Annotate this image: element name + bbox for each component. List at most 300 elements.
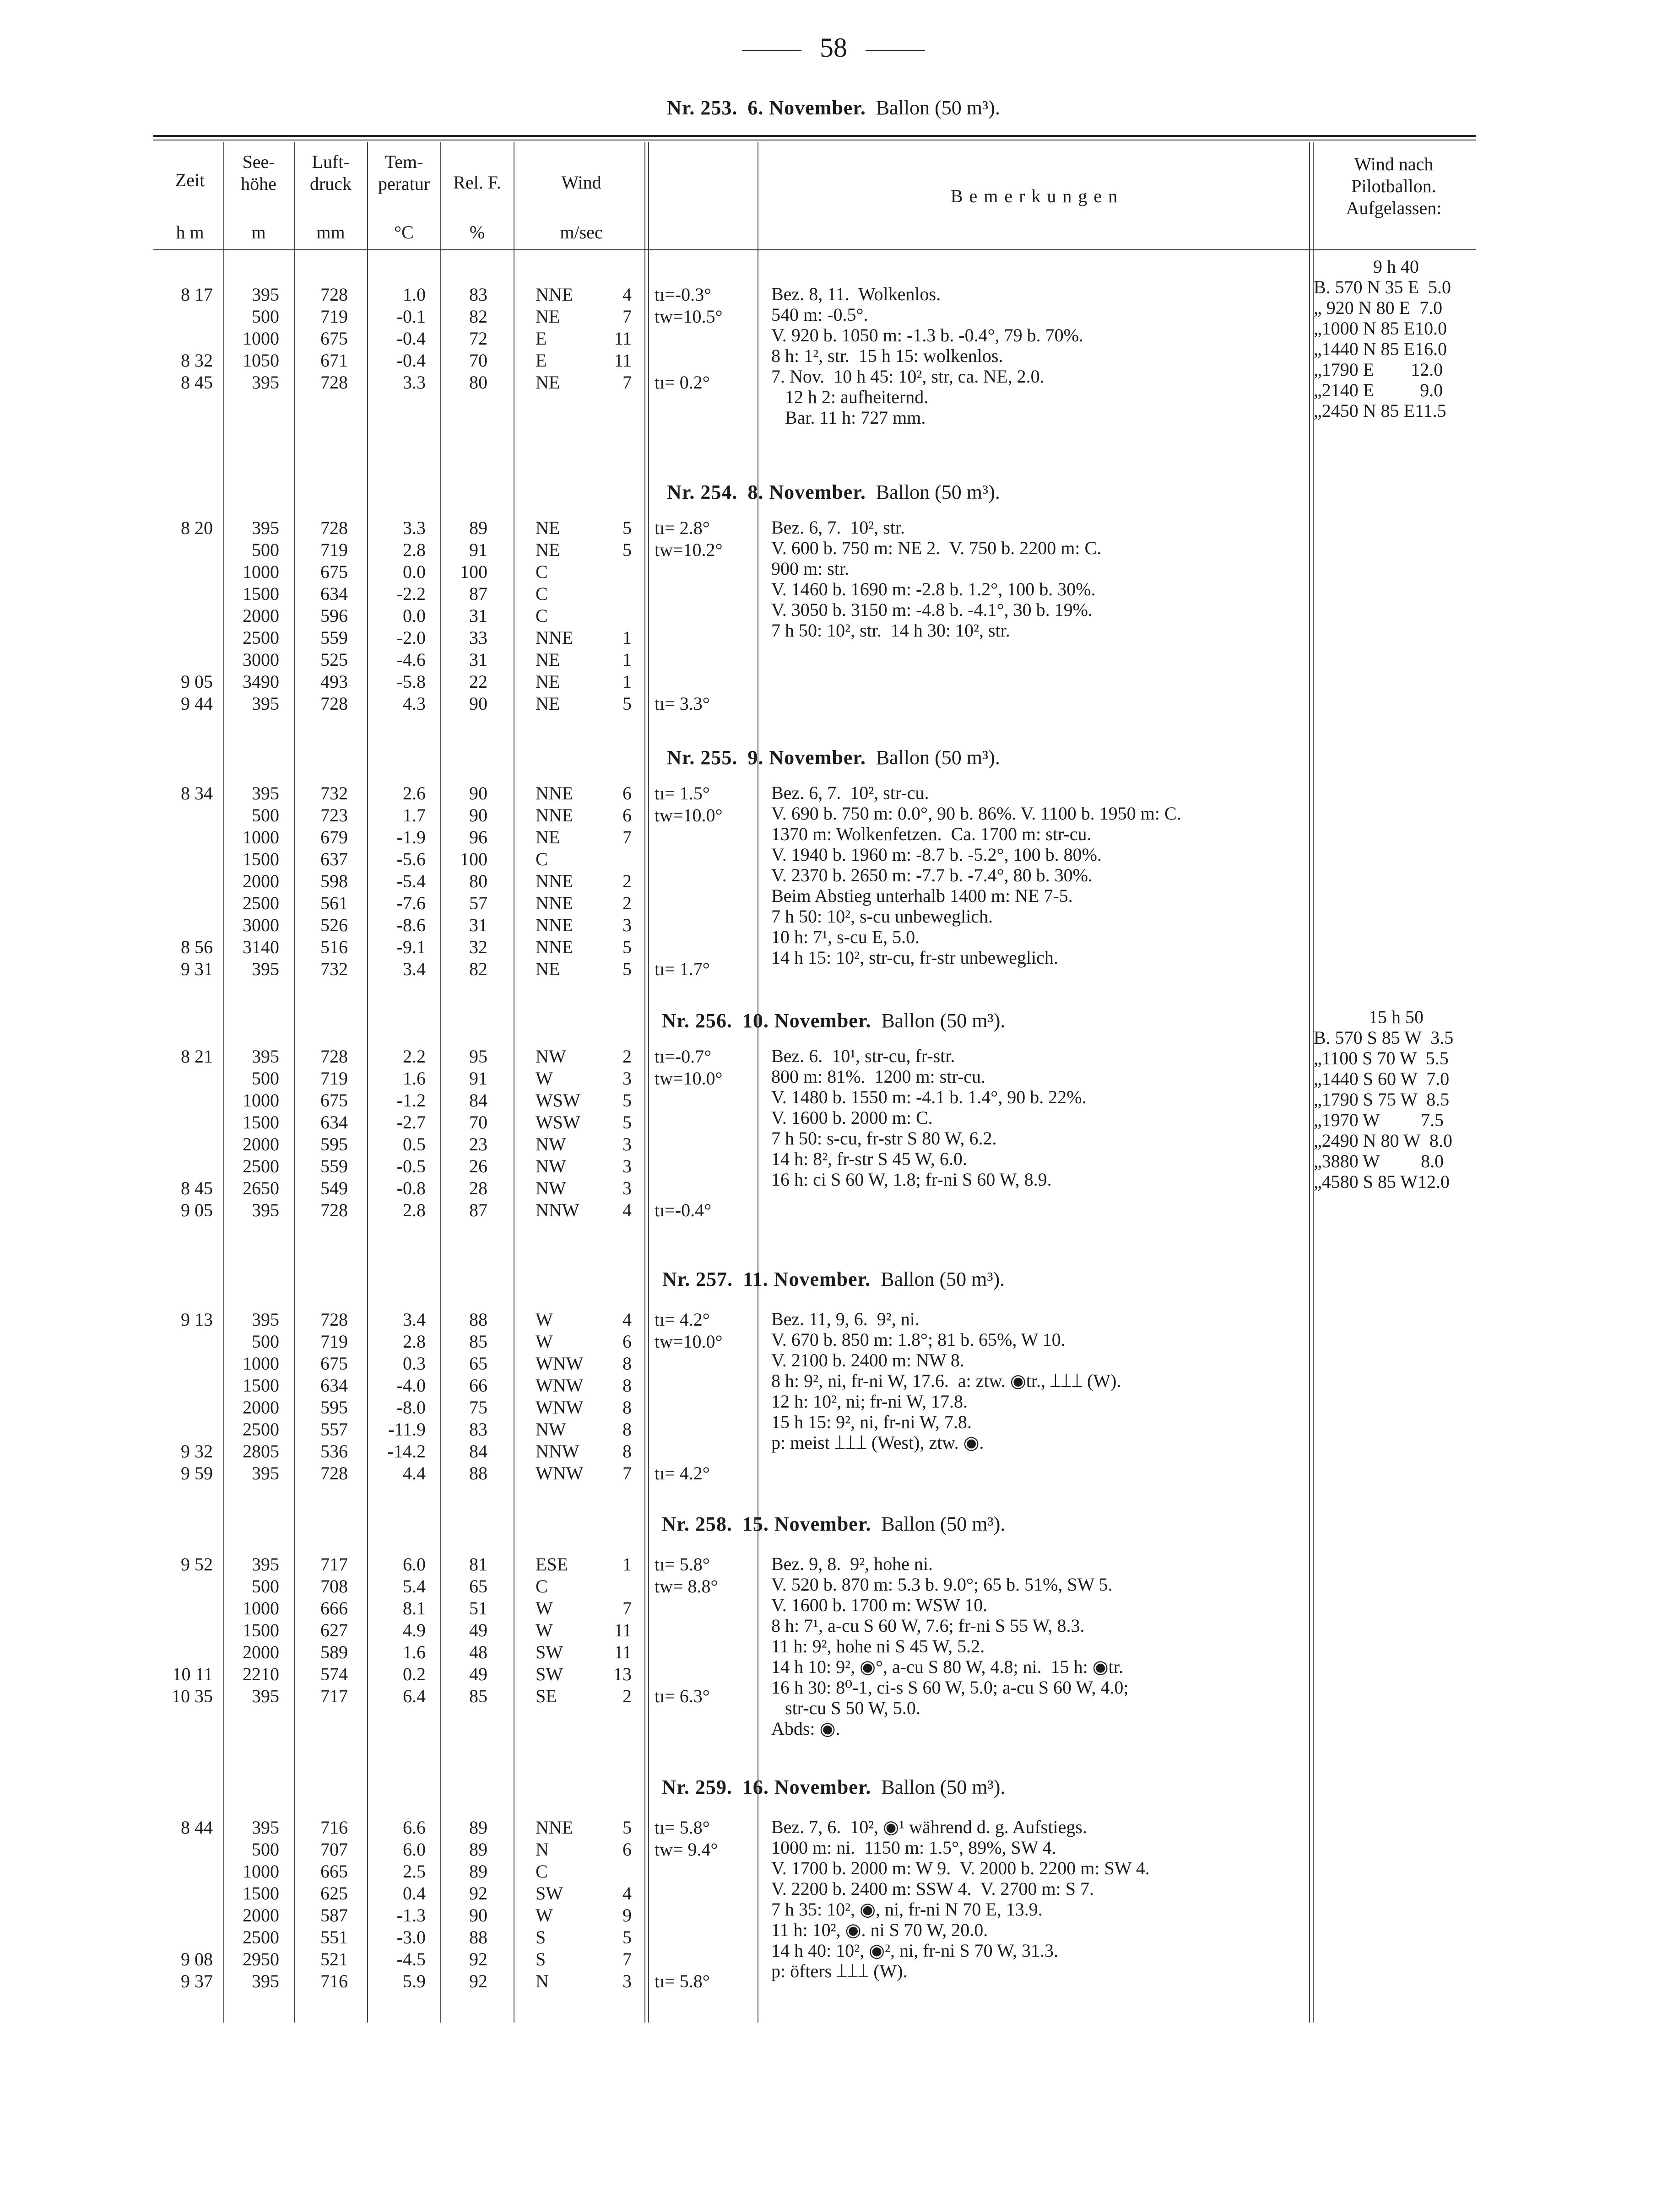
temperatur-cell: -3.0 (396, 1927, 426, 1948)
relf-cell: 33 (469, 627, 487, 648)
zeit-cell: 9 08 (181, 1949, 213, 1969)
relf-cell: 87 (469, 1200, 487, 1220)
seehoehe-cell: 1500 (243, 1112, 279, 1133)
seehoehe-cell: 1000 (243, 561, 279, 582)
relf-cell: 92 (469, 1883, 487, 1904)
temperatur-cell: 1.6 (403, 1642, 426, 1662)
luftdruck-cell: 587 (320, 1905, 348, 1926)
luftdruck-cell: 595 (320, 1397, 348, 1418)
seehoehe-cell: 395 (252, 1309, 279, 1330)
seehoehe-cell: 3490 (243, 671, 279, 692)
column-temperatur (368, 517, 426, 715)
remarks-cell: Beim Abstieg unterhalb 1400 m: NE 7-5. (771, 885, 1073, 906)
temperatur-cell: 2.6 (403, 783, 426, 804)
wind-dir-cell: C (536, 1576, 548, 1597)
thermo-cell (655, 671, 755, 693)
wind-speed-cell: 8 (622, 1397, 632, 1418)
relf-cell: 80 (469, 372, 487, 393)
column-luftdruck (295, 1817, 348, 1992)
wind-speed-cell (600, 848, 632, 870)
relf-cell: 100 (460, 849, 487, 869)
column-wind-speed (600, 284, 632, 394)
relf-cell: 65 (469, 1353, 487, 1374)
luftdruck-cell: 728 (320, 1309, 348, 1330)
thermo-cell (655, 892, 755, 914)
temperatur-cell: -2.7 (396, 1112, 426, 1133)
wind-dir-cell: NW (536, 1419, 566, 1440)
wind-speed-cell: 5 (622, 693, 632, 714)
temperatur-cell: -1.3 (396, 1905, 426, 1926)
luftdruck-cell: 536 (320, 1441, 348, 1462)
column-relf (442, 782, 487, 980)
seehoehe-cell: 395 (252, 518, 279, 538)
remarks-cell: 16 h: ci S 60 W, 1.8; fr-ni S 60 W, 8.9. (771, 1169, 1052, 1190)
seehoehe-cell: 500 (252, 540, 279, 560)
relf-cell: 75 (469, 1397, 487, 1418)
column-thermo (655, 284, 755, 394)
zeit-cell (158, 306, 213, 328)
column-wind-speed (600, 517, 632, 715)
luftdruck-cell: 716 (320, 1971, 348, 1991)
wind-dir-cell: NNE (536, 871, 574, 891)
remarks-cell: V. 3050 b. 3150 m: -4.8 b. -4.1°, 30 b. 19%. (771, 599, 1093, 620)
temperatur-cell: -1.2 (396, 1090, 426, 1111)
thermo-cell (655, 1090, 755, 1111)
relf-cell: 95 (469, 1046, 487, 1067)
relf-cell: 100 (460, 561, 487, 582)
remarks-cell: 12 h: 10², ni; fr-ni W, 17.8. (771, 1391, 968, 1412)
luftdruck-cell: 717 (320, 1686, 348, 1706)
temperatur-cell: -1.9 (396, 827, 426, 847)
seehoehe-cell: 1500 (243, 1883, 279, 1904)
zeit-cell: 8 20 (181, 518, 213, 538)
thermo-cell: tı= 0.2° (655, 372, 710, 393)
relf-cell: 23 (469, 1134, 487, 1155)
wind-speed-cell: 13 (613, 1664, 632, 1684)
column-wind-dir (536, 1309, 600, 1484)
relf-cell: 31 (469, 605, 487, 626)
thermo-cell (655, 826, 755, 848)
seehoehe-cell: 500 (252, 1576, 279, 1597)
temperatur-cell: 4.9 (403, 1620, 426, 1640)
luftdruck-cell: 625 (320, 1883, 348, 1904)
thermo-cell (655, 350, 755, 372)
wind-speed-cell: 8 (622, 1419, 632, 1440)
thermo-cell (655, 1663, 755, 1685)
relf-cell: 88 (469, 1927, 487, 1948)
column-wind-speed (600, 782, 632, 980)
column-zeit (158, 1817, 213, 1992)
wind-speed-cell: 3 (622, 1068, 632, 1089)
header-top-rule (153, 135, 1476, 137)
column-zeit (158, 782, 213, 980)
wind-speed-cell: 4 (622, 1883, 632, 1904)
wind-dir-cell: ESE (536, 1554, 568, 1575)
thermo-cell: tı= 6.3° (655, 1686, 710, 1706)
zeit-cell: 8 44 (181, 1817, 213, 1838)
title-256: Nr. 256. 10. November. Ballon (50 m³). (661, 1009, 1006, 1032)
wind-dir-cell: WNW (536, 1375, 584, 1396)
column-thermo (655, 517, 755, 715)
thermo-cell (655, 328, 755, 350)
wind-dir-cell: NE (536, 693, 560, 714)
luftdruck-cell: 732 (320, 783, 348, 804)
pilot-cell: „2450 N 85 E11.5 (1314, 400, 1446, 421)
thermo-cell (655, 649, 755, 671)
wind-dir-cell: SW (536, 1883, 563, 1904)
wind-dir-cell: NE (536, 306, 560, 327)
zeit-cell (158, 1619, 213, 1641)
temperatur-cell: -5.8 (396, 671, 426, 692)
zeit-cell (158, 804, 213, 826)
thermo-cell (655, 1133, 755, 1155)
luftdruck-cell: 675 (320, 1353, 348, 1374)
temperatur-cell: 8.1 (403, 1598, 426, 1619)
seehoehe-cell: 2000 (243, 1905, 279, 1926)
column-seehoehe (224, 782, 279, 980)
remarks-cell: 10 h: 7¹, s-cu E, 5.0. (771, 927, 920, 947)
luftdruck-cell: 557 (320, 1419, 348, 1440)
column-seehoehe (224, 284, 279, 394)
luftdruck-cell: 561 (320, 893, 348, 913)
seehoehe-cell: 395 (252, 1686, 279, 1706)
temperatur-cell: 3.3 (403, 372, 426, 393)
column-thermo (655, 1309, 755, 1484)
wind-speed-cell: 2 (622, 871, 632, 891)
zeit-cell: 10 35 (172, 1686, 213, 1706)
title-254: Nr. 254. 8. November. Ballon (50 m³). (667, 481, 1000, 503)
luftdruck-cell: 675 (320, 1090, 348, 1111)
zeit-cell (158, 848, 213, 870)
header-temperatur: Tem- peratur (378, 151, 430, 194)
wind-dir-cell: WNW (536, 1463, 584, 1484)
remarks-cell: V. 520 b. 870 m: 5.3 b. 9.0°; 65 b. 51%, SW 5. (771, 1574, 1113, 1595)
seehoehe-cell: 395 (252, 1463, 279, 1484)
zeit-cell: 9 37 (181, 1971, 213, 1991)
column-wind-speed (600, 1554, 632, 1707)
column-luftdruck (295, 1554, 348, 1707)
wind-speed-cell: 7 (622, 1598, 632, 1619)
temperatur-cell: 6.0 (403, 1839, 426, 1860)
zeit-cell (158, 1111, 213, 1133)
seehoehe-cell: 1000 (243, 1598, 279, 1619)
relf-cell: 96 (469, 827, 487, 847)
column-thermo (655, 1554, 755, 1707)
wind-dir-cell: WSW (536, 1112, 580, 1133)
zeit-cell: 9 32 (181, 1441, 213, 1462)
temperatur-cell: 0.4 (403, 1883, 426, 1904)
luftdruck-cell: 728 (320, 284, 348, 305)
relf-cell: 32 (469, 937, 487, 957)
luftdruck-cell: 596 (320, 605, 348, 626)
wind-speed-cell: 5 (622, 518, 632, 538)
remarks-cell: 1000 m: ni. 1150 m: 1.5°, 89%, SW 4. (771, 1837, 1056, 1858)
luftdruck-cell: 675 (320, 561, 348, 582)
temperatur-cell: 5.9 (403, 1971, 426, 1991)
remarks-cell: Bez. 7, 6. 10², ◉¹ während d. g. Aufstiegs. (771, 1817, 1087, 1837)
page-number-text: 58 (820, 32, 847, 63)
temperatur-cell: -0.5 (396, 1156, 426, 1176)
column-seehoehe (224, 1554, 279, 1707)
column-seehoehe (224, 517, 279, 715)
temperatur-cell: -7.6 (396, 893, 426, 913)
column-zeit (158, 517, 213, 715)
thermo-cell (655, 870, 755, 892)
column-temperatur (368, 1309, 426, 1484)
temperatur-cell: 2.8 (403, 1200, 426, 1220)
remarks-cell: 11 h: 10², ◉. ni S 70 W, 20.0. (771, 1920, 988, 1940)
relf-cell: 82 (469, 959, 487, 979)
wind-speed-cell (600, 605, 632, 627)
relf-cell: 49 (469, 1664, 487, 1684)
relf-cell: 31 (469, 915, 487, 935)
column-seehoehe (224, 1817, 279, 1992)
wind-dir-cell: C (536, 849, 548, 869)
column-zeit (158, 1554, 213, 1707)
zeit-cell (158, 1419, 213, 1440)
wind-dir-cell: W (536, 1331, 553, 1352)
seehoehe-cell: 2000 (243, 1642, 279, 1662)
seehoehe-cell: 2500 (243, 893, 279, 913)
seehoehe-cell: 2805 (243, 1441, 279, 1462)
remarks-cell: V. 1460 b. 1690 m: -2.8 b. 1.2°, 100 b. 30%. (771, 579, 1096, 599)
wind-speed-cell: 6 (622, 783, 632, 804)
temperatur-cell: 3.4 (403, 959, 426, 979)
wind-speed-cell: 2 (622, 1046, 632, 1067)
relf-cell: 89 (469, 1861, 487, 1882)
remarks-cell: Bar. 11 h: 727 mm. (771, 407, 926, 428)
thermo-cell: tw=10.5° (655, 306, 723, 327)
thermo-cell: tı=-0.4° (655, 1200, 712, 1220)
zeit-cell: 8 34 (181, 783, 213, 804)
column-luftdruck (295, 1046, 348, 1221)
thermo-cell (655, 1948, 755, 1970)
title-258: Nr. 258. 15. November. Ballon (50 m³). (661, 1513, 1006, 1535)
zeit-cell (158, 1575, 213, 1597)
seehoehe-cell: 2000 (243, 871, 279, 891)
thermo-cell: tı= 2.8° (655, 518, 710, 538)
column-seehoehe (224, 1046, 279, 1221)
wind-speed-cell: 1 (622, 671, 632, 692)
wind-speed-cell: 6 (622, 1331, 632, 1352)
wind-speed-cell: 11 (614, 1642, 632, 1662)
luftdruck-cell: 666 (320, 1598, 348, 1619)
luftdruck-cell: 719 (320, 306, 348, 327)
wind-dir-cell: NNW (536, 1200, 579, 1220)
thermo-cell (655, 1597, 755, 1619)
temperatur-cell: 2.8 (403, 540, 426, 560)
relf-cell: 31 (469, 649, 487, 670)
column-relf (442, 517, 487, 715)
wind-dir-cell: W (536, 1068, 553, 1089)
wind-dir-cell: NE (536, 959, 560, 979)
wind-speed-cell (600, 1861, 632, 1883)
rule-after-druck (367, 142, 368, 2023)
zeit-cell: 8 21 (181, 1046, 213, 1067)
header-wind-unit: m/sec (560, 222, 603, 243)
zeit-cell: 9 13 (181, 1309, 213, 1330)
remarks-cell: V. 2100 b. 2400 m: NW 8. (771, 1350, 964, 1370)
rule-after-hoehe (294, 142, 295, 2023)
luftdruck-cell: 728 (320, 1200, 348, 1220)
wind-speed-cell: 1 (622, 1554, 632, 1575)
relf-cell: 90 (469, 783, 487, 804)
wind-dir-cell: WNW (536, 1353, 584, 1374)
relf-cell: 49 (469, 1620, 487, 1640)
wind-speed-cell: 7 (622, 372, 632, 393)
rule-after-wind (644, 142, 649, 2023)
column-seehoehe (224, 1309, 279, 1484)
pilot-cell: „2490 N 80 W 8.0 (1314, 1130, 1452, 1151)
wind-dir-cell: NNE (536, 783, 574, 804)
seehoehe-cell: 2000 (243, 1134, 279, 1155)
seehoehe-cell: 395 (252, 372, 279, 393)
pilot-cell: „1790 E 12.0 (1314, 359, 1443, 380)
relf-cell: 28 (469, 1178, 487, 1198)
seehoehe-cell: 2210 (243, 1664, 279, 1684)
remarks-cell: 15 h 15: 9², ni, fr-ni W, 7.8. (771, 1412, 972, 1432)
luftdruck-cell: 707 (320, 1839, 348, 1860)
seehoehe-cell: 2500 (243, 1156, 279, 1176)
zeit-cell: 9 52 (181, 1554, 213, 1575)
relf-cell: 83 (469, 284, 487, 305)
column-temperatur (368, 284, 426, 394)
header-luftdruck-unit: mm (316, 222, 345, 243)
luftdruck-cell: 728 (320, 372, 348, 393)
page-number-dash-right (866, 50, 925, 51)
zeit-cell (158, 1090, 213, 1111)
wind-dir-cell: S (536, 1927, 546, 1948)
wind-speed-cell: 11 (614, 328, 632, 349)
wind-speed-cell: 1 (622, 627, 632, 648)
wind-dir-cell: W (536, 1309, 553, 1330)
thermo-cell: tı= 4.2° (655, 1463, 710, 1484)
seehoehe-cell: 500 (252, 1331, 279, 1352)
wind-dir-cell: NW (536, 1134, 566, 1155)
column-wind-dir (536, 284, 600, 394)
zeit-cell (158, 870, 213, 892)
wind-speed-cell: 7 (622, 306, 632, 327)
luftdruck-cell: 627 (320, 1620, 348, 1640)
luftdruck-cell: 717 (320, 1554, 348, 1575)
column-zeit (158, 284, 213, 394)
remarks-cell: Bez. 11, 9, 6. 9², ni. (771, 1309, 920, 1329)
wind-speed-cell: 8 (622, 1441, 632, 1462)
column-remarks (771, 1309, 1307, 1453)
seehoehe-cell: 500 (252, 306, 279, 327)
temperatur-cell: 1.7 (403, 805, 426, 825)
column-pilot (1314, 1007, 1478, 1192)
luftdruck-cell: 595 (320, 1134, 348, 1155)
column-wind-speed (600, 1309, 632, 1484)
wind-speed-cell: 3 (622, 915, 632, 935)
thermo-cell: tw= 8.8° (655, 1576, 718, 1597)
wind-speed-cell: 11 (614, 1620, 632, 1640)
seehoehe-cell: 2500 (243, 627, 279, 648)
thermo-cell: tı= 3.3° (655, 693, 710, 714)
relf-cell: 92 (469, 1971, 487, 1991)
column-remarks (771, 1817, 1307, 1981)
wind-dir-cell: SE (536, 1686, 557, 1706)
column-relf (442, 1046, 487, 1221)
seehoehe-cell: 1500 (243, 583, 279, 604)
seehoehe-cell: 3140 (243, 937, 279, 957)
wind-dir-cell: NE (536, 671, 560, 692)
wind-speed-cell: 11 (614, 350, 632, 371)
remarks-cell: Bez. 6. 10¹, str-cu, fr-str. (771, 1046, 955, 1066)
thermo-cell: tı=-0.3° (655, 284, 712, 305)
thermo-cell (655, 1641, 755, 1663)
seehoehe-cell: 2500 (243, 1419, 279, 1440)
column-relf (442, 1817, 487, 1992)
column-luftdruck (295, 284, 348, 394)
wind-speed-cell: 2 (622, 1686, 632, 1706)
relf-cell: 70 (469, 350, 487, 371)
luftdruck-cell: 559 (320, 627, 348, 648)
wind-dir-cell: N (536, 1839, 549, 1860)
temperatur-cell: -8.0 (396, 1397, 426, 1418)
luftdruck-cell: 493 (320, 671, 348, 692)
wind-dir-cell: W (536, 1620, 553, 1640)
header-seehoehe: See- höhe (241, 151, 276, 194)
luftdruck-cell: 516 (320, 937, 348, 957)
header-seehoehe-unit: m (251, 222, 266, 243)
relf-cell: 90 (469, 693, 487, 714)
wind-speed-cell: 4 (622, 1200, 632, 1220)
pilot-cell: „1440 N 85 E16.0 (1314, 339, 1447, 359)
luftdruck-cell: 637 (320, 849, 348, 869)
relf-cell: 81 (469, 1554, 487, 1575)
remarks-cell: Bez. 9, 8. 9², hohe ni. (771, 1554, 933, 1574)
header-temperatur-unit: °C (394, 222, 414, 243)
wind-dir-cell: NW (536, 1156, 566, 1176)
wind-dir-cell: SW (536, 1642, 563, 1662)
thermo-cell: tw=10.0° (655, 805, 723, 825)
seehoehe-cell: 395 (252, 284, 279, 305)
wind-speed-cell: 7 (622, 1463, 632, 1484)
wind-dir-cell: NW (536, 1046, 566, 1067)
thermo-cell (655, 1111, 755, 1133)
luftdruck-cell: 719 (320, 540, 348, 560)
remarks-cell: 8 h: 1², str. 15 h 15: wolkenlos. (771, 345, 1003, 366)
wind-dir-cell: NE (536, 518, 560, 538)
zeit-cell: 8 45 (181, 1178, 213, 1198)
seehoehe-cell: 395 (252, 1554, 279, 1575)
pilot-cell: „1790 S 75 W 8.5 (1314, 1089, 1450, 1110)
zeit-cell: 8 45 (181, 372, 213, 393)
thermo-cell (655, 1397, 755, 1419)
relf-cell: 70 (469, 1112, 487, 1133)
pilot-cell: „4580 S 85 W12.0 (1314, 1171, 1450, 1192)
relf-cell: 80 (469, 871, 487, 891)
temperatur-cell: -4.6 (396, 649, 426, 670)
wind-dir-cell: NNE (536, 893, 574, 913)
luftdruck-cell: 598 (320, 871, 348, 891)
luftdruck-cell: 521 (320, 1949, 348, 1969)
thermo-cell: tı= 1.7° (655, 959, 710, 979)
thermo-cell: tw=10.0° (655, 1068, 723, 1089)
thermo-cell (655, 1926, 755, 1948)
seehoehe-cell: 395 (252, 1200, 279, 1220)
wind-dir-cell: NE (536, 372, 560, 393)
seehoehe-cell: 500 (252, 805, 279, 825)
luftdruck-cell: 716 (320, 1817, 348, 1838)
wind-speed-cell (600, 561, 632, 583)
seehoehe-cell: 2000 (243, 605, 279, 626)
page-number-dash-left (742, 50, 801, 51)
temperatur-cell: -0.1 (396, 306, 426, 327)
remarks-cell: V. 2370 b. 2650 m: -7.7 b. -7.4°, 80 b. 30%. (771, 865, 1093, 885)
